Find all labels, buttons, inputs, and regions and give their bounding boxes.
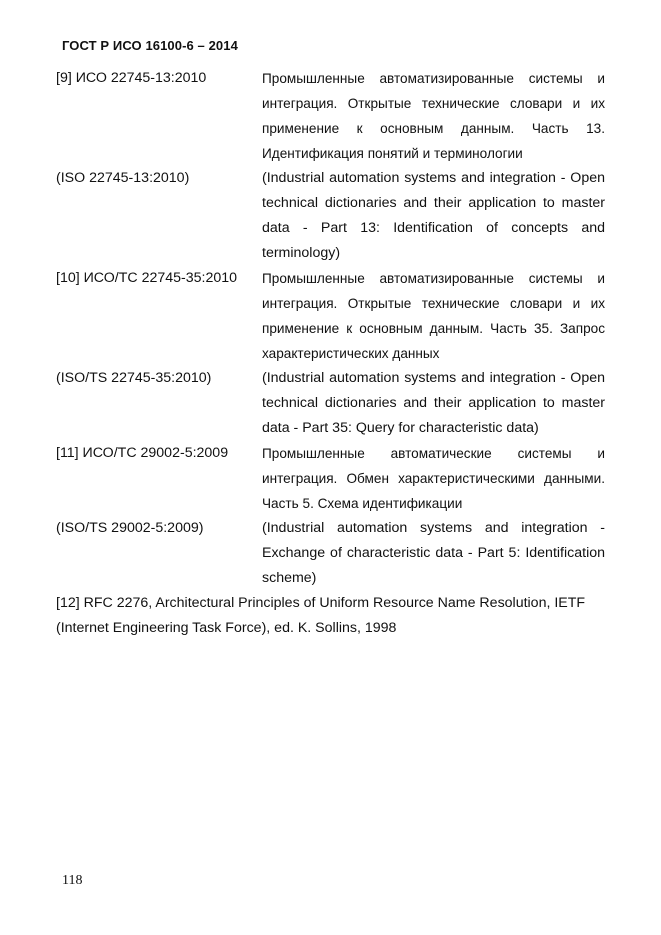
reference-title: Промышленные автоматизированные системы и интеграция. Открытые технические словари и их применение к основным данным. Часть 13. Идентификация понятий и терминологии bbox=[262, 71, 605, 161]
reference-title: Промышленные автоматизированные системы и интеграция. Открытые технические словари и их применение к основным данным. Часть 35. Запрос характеристических данных bbox=[262, 271, 605, 361]
reference-code: [11] ИСО/ТС 29002-5:2009 bbox=[56, 445, 229, 461]
reference-entry bbox=[56, 366, 606, 441]
reference-entry bbox=[56, 441, 606, 516]
reference-code: (ISO 22745-13:2010) bbox=[56, 170, 190, 186]
reference-title: Промышленные автоматические системы и интеграция. Обмен характеристическими данными. Часть 5. Схема идентификации bbox=[262, 446, 605, 511]
document-header: ГОСТ Р ИСО 16100-6 – 2014 bbox=[62, 38, 238, 53]
reference-entry bbox=[56, 66, 606, 166]
reference-code: [10] ИСО/ТС 22745-35:2010 bbox=[56, 270, 238, 286]
reference-entry bbox=[56, 266, 606, 366]
reference-entry bbox=[56, 166, 606, 266]
reference-title: (Industrial automation systems and integration - Exchange of characteristic data - Part 5: Identification scheme) bbox=[262, 520, 605, 586]
bibliography-list bbox=[56, 66, 606, 641]
reference-title: (Industrial automation systems and integration - Open technical dictionaries and their application to master data - Part 13: Identification of concepts and terminology) bbox=[262, 170, 605, 261]
reference-entry-rfc: [12] RFC 2276, Architectural Principles of Uniform Resource Name Resolution, IETF (Internet Engineering Task Force), ed. K. Sollins, 1998 bbox=[56, 595, 586, 636]
reference-code: (ISO/TS 22745-35:2010) bbox=[56, 370, 212, 386]
reference-code: [9] ИСО 22745-13:2010 bbox=[56, 70, 207, 86]
reference-code: (ISO/TS 29002-5:2009) bbox=[56, 520, 204, 536]
page-number: 118 bbox=[62, 873, 83, 888]
reference-entry bbox=[56, 516, 606, 591]
reference-title: (Industrial automation systems and integration - Open technical dictionaries and their application to master data - Part 35: Query for characteristic data) bbox=[262, 370, 605, 436]
